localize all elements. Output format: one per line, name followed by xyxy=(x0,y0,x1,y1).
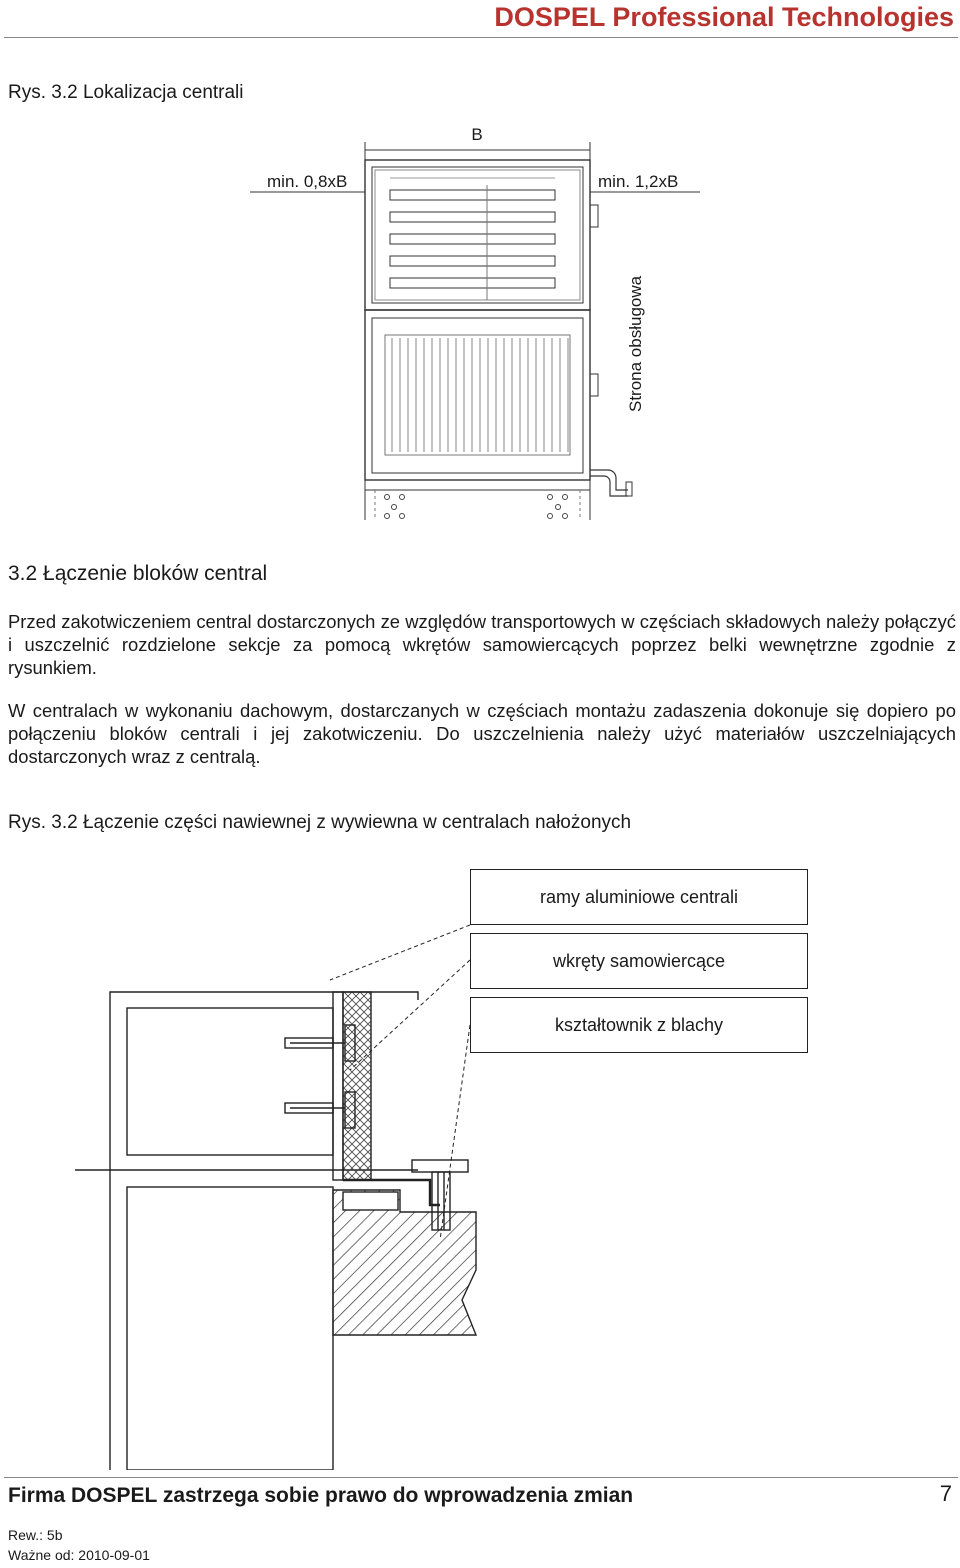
label-aluminium-frames: ramy aluminiowe centrali xyxy=(470,869,808,925)
service-door-upper xyxy=(590,205,598,227)
seal-gasket xyxy=(343,992,371,1180)
lower-unit-frame xyxy=(365,310,590,480)
lower-frame-box xyxy=(127,1187,333,1470)
dimension-right-label: min. 1,2xB xyxy=(598,172,679,191)
lower-beam xyxy=(333,1190,476,1335)
leader-frames xyxy=(330,925,470,980)
paragraph-2: W centralach w wykonaniu dachowym, dostarczanych w częściach montażu zadaszenia dokonuje się dopiero po połączeniu bloków centrali i jej zakotwiczeniu. Do uszczelnienia należy użyć materiałów uszczelniających dostarczonych wraz z centralą. xyxy=(8,700,956,767)
dimension-b-label: B xyxy=(471,125,483,144)
upper-unit-panels xyxy=(390,178,555,300)
dimension-left-label: min. 0,8xB xyxy=(267,172,348,191)
label-sheet-profile: kształtownik z blachy xyxy=(470,997,808,1053)
page-number: 7 xyxy=(939,1481,952,1506)
paragraph-1: Przed zakotwiczeniem central dostarczonych ze względów transportowych w częściach składowych należy połączyć i uszczelnić rozdzielone sekcje za pomocą wkrętów samowiercących poprzez belki wewnętrzne zgodnie z rysunkiem. xyxy=(8,611,956,678)
unit-location-drawing xyxy=(0,110,960,530)
lower-unit-coil xyxy=(385,335,570,455)
footer-notice: Firma DOSPEL zastrzega sobie prawo do wprowadzenia zmian xyxy=(8,1484,634,1507)
screw-lower xyxy=(285,1092,355,1128)
header-brand: DOSPEL Professional Technologies xyxy=(494,2,954,32)
base-feet xyxy=(385,495,568,519)
service-door-lower xyxy=(590,374,598,396)
revision-info: Rew.: 5b xyxy=(8,1527,63,1543)
label-self-drilling-screws: wkręty samowiercące xyxy=(470,933,808,989)
section-heading: 3.2 Łączenie bloków central xyxy=(8,562,268,585)
header-divider xyxy=(4,37,958,38)
upper-frame-box xyxy=(127,1008,333,1155)
screw-upper xyxy=(285,1025,355,1061)
figure1-caption: Rys. 3.2 Lokalizacja centrali xyxy=(8,82,244,103)
figure2-caption: Rys. 3.2 Łączenie części nawiewnej z wywiewna w centralach nałożonych xyxy=(8,812,632,833)
valid-from-date: Ważne od: 2010-09-01 xyxy=(8,1547,150,1563)
footer-divider xyxy=(4,1477,958,1478)
drain-pipe xyxy=(590,470,628,490)
service-side-label: Strona obsługowa xyxy=(626,275,645,412)
base-frame xyxy=(365,480,590,490)
coil-fins xyxy=(392,338,568,452)
